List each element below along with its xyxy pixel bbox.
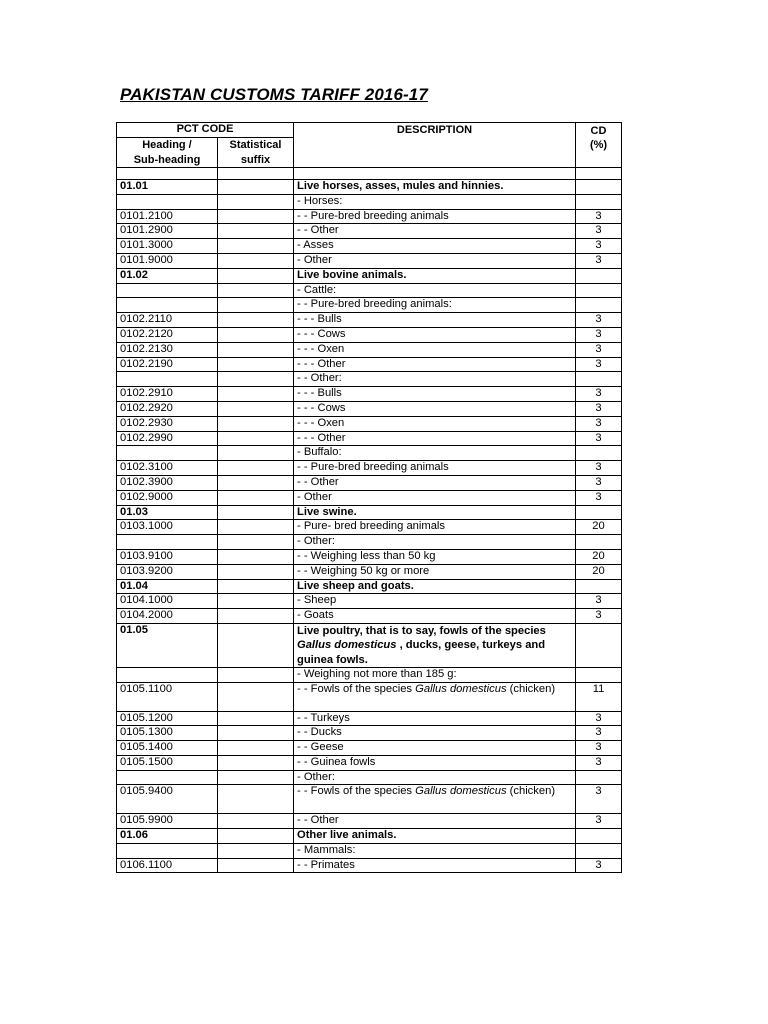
heading-code-cell — [117, 194, 218, 209]
heading-code-cell: 01.05 — [117, 623, 218, 667]
statistical-suffix-cell — [218, 741, 294, 756]
table-row — [117, 194, 622, 209]
species-name-italic: Gallus domesticus — [297, 639, 397, 652]
description-text: - - Fowls of the species — [297, 682, 416, 695]
cd-rate-cell — [576, 623, 622, 667]
table-row — [117, 209, 622, 224]
heading-code-cell: 0102.2110 — [117, 313, 218, 328]
heading-code-cell: 01.04 — [117, 579, 218, 594]
heading-code-cell: 0105.1500 — [117, 755, 218, 770]
table-row — [117, 623, 622, 667]
cd-rate-cell: 11 — [576, 682, 622, 711]
cd-rate-cell — [576, 268, 622, 283]
statistical-suffix-cell — [218, 461, 294, 476]
table-row — [117, 490, 622, 505]
description-cell: - Other: — [294, 535, 576, 550]
table-row — [117, 594, 622, 609]
table-row — [117, 579, 622, 594]
heading-code-cell — [117, 770, 218, 785]
description-cell: - - Other — [294, 475, 576, 490]
description-text: (chicken) — [506, 785, 556, 798]
cd-rate-cell — [576, 667, 622, 682]
statistical-suffix-cell — [218, 490, 294, 505]
heading-code-cell: 0102.2930 — [117, 416, 218, 431]
table-row — [117, 253, 622, 268]
heading-code-cell: 0106.1100 — [117, 858, 218, 873]
heading-code-cell: 0105.9900 — [117, 814, 218, 829]
table-row — [117, 682, 622, 711]
table-row — [117, 564, 622, 579]
statistical-suffix-cell — [218, 268, 294, 283]
table-row — [117, 726, 622, 741]
cd-rate-cell: 3 — [576, 224, 622, 239]
table-row — [117, 224, 622, 239]
table-row — [117, 298, 622, 313]
cd-rate-cell — [576, 535, 622, 550]
description-cell: - Other — [294, 490, 576, 505]
statistical-suffix-cell — [218, 283, 294, 298]
cd-rate-cell: 3 — [576, 253, 622, 268]
heading-code-cell: 0105.1400 — [117, 741, 218, 756]
statistical-suffix-cell — [218, 755, 294, 770]
description-header: DESCRIPTION — [294, 123, 576, 168]
heading-code-cell — [117, 843, 218, 858]
cd-rate-cell: 3 — [576, 416, 622, 431]
pct-code-header: PCT CODE — [117, 123, 294, 138]
heading-code-cell: 0102.2190 — [117, 357, 218, 372]
statistical-suffix-cell — [218, 711, 294, 726]
heading-code-cell: 0102.2130 — [117, 342, 218, 357]
cd-rate-cell: 3 — [576, 785, 622, 814]
heading-code-cell: 0102.3900 — [117, 475, 218, 490]
statistical-suffix-cell — [218, 298, 294, 313]
description-cell: - - - Cows — [294, 327, 576, 342]
heading-code-cell: 0102.2920 — [117, 401, 218, 416]
table-row — [117, 372, 622, 387]
description-cell — [294, 623, 576, 667]
table-row — [117, 535, 622, 550]
table-row — [117, 283, 622, 298]
header-row-top — [117, 123, 622, 138]
statistical-suffix-cell — [218, 475, 294, 490]
table-row — [117, 239, 622, 254]
description-cell: - Horses: — [294, 194, 576, 209]
description-cell: - - - Bulls — [294, 387, 576, 402]
heading-code-cell: 0105.1100 — [117, 682, 218, 711]
table-row — [117, 327, 622, 342]
table-row — [117, 711, 622, 726]
statistical-suffix-cell — [218, 387, 294, 402]
statistical-suffix-cell — [218, 858, 294, 873]
description-cell: Live sheep and goats. — [294, 579, 576, 594]
description-cell: - - Primates — [294, 858, 576, 873]
heading-code-cell: 0101.2100 — [117, 209, 218, 224]
cd-rate-cell: 3 — [576, 239, 622, 254]
description-cell: - - - Other — [294, 357, 576, 372]
spacer-cell — [218, 168, 294, 180]
table-row — [117, 741, 622, 756]
heading-code-cell: 0105.1200 — [117, 711, 218, 726]
description-cell: - Other — [294, 253, 576, 268]
description-cell: - - Weighing less than 50 kg — [294, 549, 576, 564]
description-cell: - Cattle: — [294, 283, 576, 298]
table-row — [117, 609, 622, 624]
cd-header-unit: (%) — [589, 139, 608, 151]
statistical-suffix-cell — [218, 209, 294, 224]
table-row — [117, 342, 622, 357]
table-row — [117, 829, 622, 844]
description-text: Live poultry, that is to say, fowls of the species — [297, 624, 546, 637]
table-row — [117, 461, 622, 476]
table-row — [117, 520, 622, 535]
table-row — [117, 667, 622, 682]
cd-rate-cell — [576, 372, 622, 387]
description-cell: - - - Other — [294, 431, 576, 446]
heading-code-cell: 0101.3000 — [117, 239, 218, 254]
statistical-suffix-cell — [218, 609, 294, 624]
table-row — [117, 785, 622, 814]
statistical-suffix-cell — [218, 814, 294, 829]
description-cell: Live swine. — [294, 505, 576, 520]
statistical-suffix-cell — [218, 549, 294, 564]
cd-rate-cell: 20 — [576, 564, 622, 579]
statistical-suffix-cell — [218, 505, 294, 520]
statistical-suffix-cell — [218, 535, 294, 550]
statistical-suffix-cell — [218, 726, 294, 741]
table-row — [117, 475, 622, 490]
heading-subheading-header — [117, 138, 218, 168]
cd-rate-cell: 3 — [576, 327, 622, 342]
cd-rate-cell — [576, 579, 622, 594]
description-cell: - - Ducks — [294, 726, 576, 741]
heading-code-cell — [117, 298, 218, 313]
description-cell: - - - Oxen — [294, 342, 576, 357]
table-row — [117, 180, 622, 195]
description-cell: - Goats — [294, 609, 576, 624]
statistical-suffix-cell — [218, 313, 294, 328]
description-cell: - - Pure-bred breeding animals: — [294, 298, 576, 313]
description-cell: Live horses, asses, mules and hinnies. — [294, 180, 576, 195]
cd-rate-cell: 3 — [576, 461, 622, 476]
heading-code-cell: 0105.1300 — [117, 726, 218, 741]
statistical-suffix-cell — [218, 253, 294, 268]
statistical-suffix-cell — [218, 416, 294, 431]
statistical-suffix-cell — [218, 667, 294, 682]
statistical-suffix-cell — [218, 357, 294, 372]
description-cell: - Pure- bred breeding animals — [294, 520, 576, 535]
cd-rate-cell: 3 — [576, 490, 622, 505]
table-row — [117, 814, 622, 829]
species-name-italic: Gallus domesticus — [415, 785, 507, 798]
statistical-suffix-cell — [218, 770, 294, 785]
description-cell: - - - Oxen — [294, 416, 576, 431]
heading-code-cell: 0101.2900 — [117, 224, 218, 239]
table-row — [117, 387, 622, 402]
statistical-suffix-cell — [218, 564, 294, 579]
cd-rate-cell: 20 — [576, 520, 622, 535]
cd-rate-cell: 3 — [576, 609, 622, 624]
statistical-suffix-cell — [218, 342, 294, 357]
statistical-suffix-cell — [218, 224, 294, 239]
description-cell: - - Weighing 50 kg or more — [294, 564, 576, 579]
statistical-label: Statistical — [229, 139, 282, 151]
statistical-suffix-cell — [218, 431, 294, 446]
statistical-suffix-cell — [218, 682, 294, 711]
description-cell: Live bovine animals. — [294, 268, 576, 283]
heading-code-cell: 01.03 — [117, 505, 218, 520]
description-cell: - Other: — [294, 770, 576, 785]
description-cell — [294, 682, 576, 711]
table-row — [117, 505, 622, 520]
cd-rate-cell — [576, 446, 622, 461]
heading-code-cell: 0105.9400 — [117, 785, 218, 814]
description-cell: - - Turkeys — [294, 711, 576, 726]
statistical-suffix-cell — [218, 520, 294, 535]
description-cell: - Buffalo: — [294, 446, 576, 461]
heading-code-cell: 0102.2990 — [117, 431, 218, 446]
table-row — [117, 446, 622, 461]
heading-code-cell: 0101.9000 — [117, 253, 218, 268]
description-text: (chicken) — [506, 682, 556, 695]
description-cell: - - Other — [294, 814, 576, 829]
table-row — [117, 755, 622, 770]
cd-rate-cell: 3 — [576, 726, 622, 741]
heading-code-cell: 01.01 — [117, 180, 218, 195]
description-cell: - Asses — [294, 239, 576, 254]
heading-code-cell — [117, 535, 218, 550]
spacer-cell — [117, 168, 218, 180]
cd-rate-cell: 3 — [576, 814, 622, 829]
table-row — [117, 843, 622, 858]
heading-code-cell: 0104.2000 — [117, 609, 218, 624]
statistical-suffix-cell — [218, 372, 294, 387]
cd-rate-cell: 3 — [576, 313, 622, 328]
description-cell: - - - Cows — [294, 401, 576, 416]
cd-rate-cell: 3 — [576, 858, 622, 873]
description-cell: - Mammals: — [294, 843, 576, 858]
description-cell: - - Geese — [294, 741, 576, 756]
cd-rate-cell: 3 — [576, 431, 622, 446]
statistical-suffix-cell — [218, 785, 294, 814]
description-cell: - Sheep — [294, 594, 576, 609]
heading-label: Heading / — [142, 139, 192, 151]
header-spacer-row — [117, 168, 622, 180]
heading-code-cell: 0102.9000 — [117, 490, 218, 505]
heading-code-cell: 0102.3100 — [117, 461, 218, 476]
cd-rate-cell — [576, 194, 622, 209]
cd-header — [576, 123, 622, 168]
heading-code-cell: 0103.9100 — [117, 549, 218, 564]
description-text: , ducks, geese, turkeys and guinea fowls. — [297, 639, 546, 666]
statistical-suffix-cell — [218, 239, 294, 254]
cd-rate-cell — [576, 505, 622, 520]
spacer-cell — [576, 168, 622, 180]
document-title: PAKISTAN CUSTOMS TARIFF 2016-17 — [120, 85, 428, 104]
table-row — [117, 357, 622, 372]
description-cell: - - Pure-bred breeding animals — [294, 461, 576, 476]
table-row — [117, 858, 622, 873]
heading-code-cell: 0103.9200 — [117, 564, 218, 579]
table-row — [117, 770, 622, 785]
statistical-suffix-header — [218, 138, 294, 168]
table-row — [117, 268, 622, 283]
cd-rate-cell — [576, 298, 622, 313]
cd-rate-cell — [576, 770, 622, 785]
heading-code-cell: 0103.1000 — [117, 520, 218, 535]
description-cell: - - Other: — [294, 372, 576, 387]
cd-rate-cell: 3 — [576, 741, 622, 756]
table-row — [117, 401, 622, 416]
table-row — [117, 313, 622, 328]
heading-code-cell — [117, 446, 218, 461]
cd-rate-cell: 3 — [576, 209, 622, 224]
statistical-suffix-cell — [218, 594, 294, 609]
cd-rate-cell — [576, 283, 622, 298]
cd-rate-cell: 3 — [576, 357, 622, 372]
heading-code-cell: 01.02 — [117, 268, 218, 283]
statistical-suffix-cell — [218, 446, 294, 461]
table-row — [117, 416, 622, 431]
heading-code-cell: 0102.2910 — [117, 387, 218, 402]
heading-code-cell — [117, 372, 218, 387]
statistical-suffix-cell — [218, 843, 294, 858]
heading-code-cell: 0104.1000 — [117, 594, 218, 609]
cd-rate-cell: 3 — [576, 711, 622, 726]
statistical-suffix-cell — [218, 829, 294, 844]
cd-rate-cell: 3 — [576, 475, 622, 490]
cd-header-label: CD — [590, 125, 607, 137]
cd-rate-cell — [576, 843, 622, 858]
tariff-table — [116, 122, 622, 873]
description-cell: - - Guinea fowls — [294, 755, 576, 770]
suffix-label: suffix — [240, 153, 271, 166]
description-text: - - Fowls of the species — [297, 785, 416, 798]
statistical-suffix-cell — [218, 194, 294, 209]
species-name-italic: Gallus domesticus — [415, 682, 507, 695]
cd-rate-cell: 3 — [576, 342, 622, 357]
cd-rate-cell: 20 — [576, 549, 622, 564]
heading-code-cell: 0102.2120 — [117, 327, 218, 342]
description-cell: - - Other — [294, 224, 576, 239]
cd-rate-cell: 3 — [576, 594, 622, 609]
description-cell: Other live animals. — [294, 829, 576, 844]
heading-code-cell: 01.06 — [117, 829, 218, 844]
table-row — [117, 431, 622, 446]
statistical-suffix-cell — [218, 180, 294, 195]
cd-rate-cell: 3 — [576, 755, 622, 770]
cd-rate-cell — [576, 829, 622, 844]
table-row — [117, 549, 622, 564]
description-cell: - - Pure-bred breeding animals — [294, 209, 576, 224]
statistical-suffix-cell — [218, 401, 294, 416]
description-cell — [294, 785, 576, 814]
heading-code-cell — [117, 283, 218, 298]
subheading-label: Sub-heading — [133, 153, 201, 166]
statistical-suffix-cell — [218, 623, 294, 667]
statistical-suffix-cell — [218, 327, 294, 342]
cd-rate-cell: 3 — [576, 401, 622, 416]
heading-code-cell — [117, 667, 218, 682]
cd-rate-cell — [576, 180, 622, 195]
cd-rate-cell: 3 — [576, 387, 622, 402]
statistical-suffix-cell — [218, 579, 294, 594]
spacer-cell — [294, 168, 576, 180]
description-cell: - - - Bulls — [294, 313, 576, 328]
description-cell: - Weighing not more than 185 g: — [294, 667, 576, 682]
